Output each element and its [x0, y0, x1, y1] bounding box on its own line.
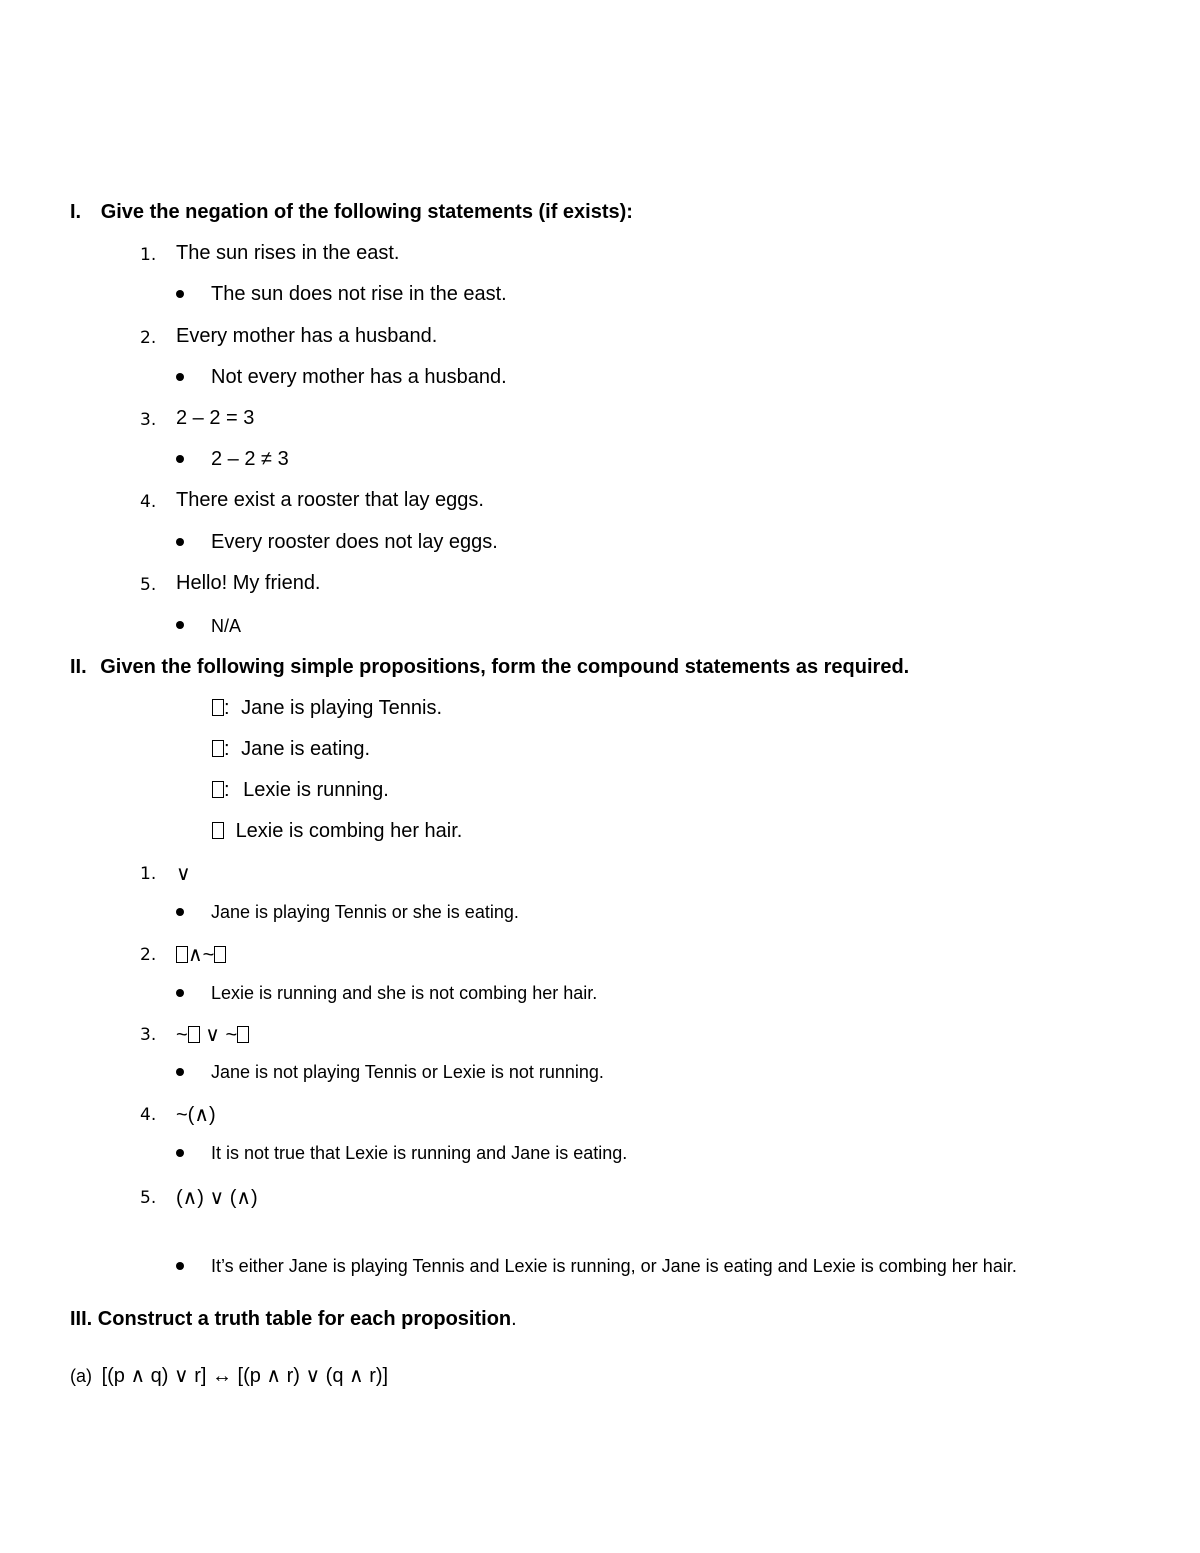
item-number: 2.	[140, 945, 157, 965]
compound-answer: Lexie is running and she is not combing her hair.	[211, 983, 598, 1003]
truth-table-proposition	[70, 1363, 388, 1388]
proposition-s	[212, 820, 462, 843]
proposition-separator: :	[224, 779, 230, 801]
compound-expression: ∨	[176, 863, 191, 885]
proposition-text: Lexie is combing her hair.	[235, 820, 463, 842]
expression-operator: ∨ ~	[199, 1024, 238, 1046]
negation-answer: Every rooster does not lay eggs.	[211, 531, 498, 553]
proposition-text: Lexie is running.	[243, 779, 389, 801]
proposition-text: Jane is eating.	[241, 738, 371, 760]
proposition-separator: :	[224, 697, 230, 719]
bullet	[176, 538, 184, 546]
compound-answer: Jane is not playing Tennis or Lexie is not running.	[211, 1062, 604, 1082]
compound-expression: ~(∧)	[176, 1104, 216, 1126]
section-1-label: I.	[70, 201, 82, 223]
negation-statement: Hello! My friend.	[176, 572, 321, 594]
bullet	[176, 1262, 184, 1270]
negation-statement: 2 – 2 = 3	[176, 407, 255, 429]
section-1-title: Give the negation of the following statements (if exists):	[100, 201, 633, 223]
compound-answer: It’s either Jane is playing Tennis and Lexie is running, or Jane is eating and Lexie is combing her hair.	[211, 1256, 1017, 1276]
bullet	[176, 373, 184, 381]
missing-glyph-icon	[212, 822, 224, 839]
missing-glyph-icon	[188, 1026, 200, 1043]
negation-statement: The sun rises in the east.	[176, 242, 400, 264]
negation-answer: 2 – 2 ≠ 3	[211, 448, 289, 470]
proposition-separator: :	[224, 738, 230, 760]
section-2-title: Given the following simple propositions, form the compound statements as required.	[100, 656, 910, 678]
missing-glyph-icon	[214, 946, 226, 963]
compound-expression	[176, 942, 226, 967]
section-2-label: II.	[70, 656, 87, 678]
negation-answer: N/A	[211, 616, 242, 636]
missing-glyph-icon	[212, 781, 224, 798]
negation-statement: Every mother has a husband.	[176, 325, 438, 347]
section-1-heading	[70, 201, 633, 224]
proposition-r	[212, 779, 389, 802]
item-number: 5.	[140, 1188, 157, 1208]
negation-answer: The sun does not rise in the east.	[211, 283, 507, 305]
proposition-p	[212, 697, 442, 720]
compound-answer: It is not true that Lexie is running and Jane is eating.	[211, 1143, 628, 1163]
bullet	[176, 908, 184, 916]
expression-operator: ~	[176, 1024, 188, 1046]
bullet	[176, 455, 184, 463]
missing-glyph-icon	[176, 946, 188, 963]
negation-answer: Not every mother has a husband.	[211, 366, 507, 388]
item-number: 1.	[140, 864, 157, 884]
proposition-q	[212, 738, 370, 761]
proposition-formula: [(p ∧ q) ∨ r] ↔ [(p ∧ r) ∨ (q ∧ r)]	[101, 1365, 389, 1387]
missing-glyph-icon	[212, 740, 224, 757]
item-number: 4.	[140, 492, 157, 512]
bullet	[176, 621, 184, 629]
item-number: 2.	[140, 328, 157, 348]
item-number: 3.	[140, 410, 157, 430]
bullet	[176, 290, 184, 298]
section-3-heading	[70, 1308, 517, 1331]
bullet	[176, 989, 184, 997]
item-number: 4.	[140, 1105, 157, 1125]
compound-answer: Jane is playing Tennis or she is eating.	[211, 902, 519, 922]
bullet	[176, 1068, 184, 1076]
item-number: 3.	[140, 1025, 157, 1045]
compound-expression: (∧) ∨ (∧)	[176, 1187, 258, 1209]
expression-operator: ∧~	[188, 944, 215, 966]
missing-glyph-icon	[212, 699, 224, 716]
part-label: (a)	[70, 1366, 92, 1386]
bullet	[176, 1149, 184, 1157]
item-number: 1.	[140, 245, 157, 265]
section-3-title-period: .	[511, 1308, 517, 1330]
section-3-title: III. Construct a truth table for each proposition	[70, 1308, 512, 1330]
section-2-heading	[70, 656, 909, 679]
proposition-text: Jane is playing Tennis.	[241, 697, 442, 719]
compound-expression	[176, 1022, 249, 1047]
missing-glyph-icon	[237, 1026, 249, 1043]
negation-statement: There exist a rooster that lay eggs.	[176, 489, 484, 511]
item-number: 5.	[140, 575, 157, 595]
